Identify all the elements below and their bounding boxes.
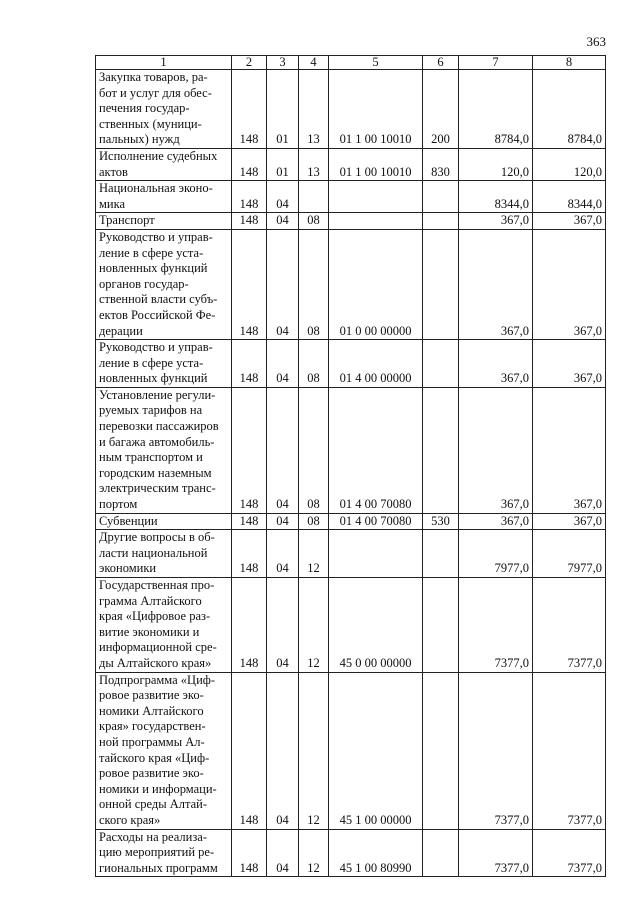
column-header-8: 8 [533, 56, 606, 70]
section-code-cell: 01 [267, 148, 299, 180]
item-name-line: ского края» [99, 812, 161, 827]
item-name-line: ление в сфере уста- [99, 245, 204, 260]
subsection-code-cell: 12 [299, 829, 329, 877]
table-row [96, 672, 606, 829]
item-name-line: гиональных программ [99, 860, 218, 875]
target-article-cell: 45 0 00 00000 [329, 578, 423, 673]
item-name-line: и багажа автомобиль- [99, 434, 215, 449]
item-name-cell [96, 829, 232, 877]
expense-type-cell: 530 [423, 513, 459, 530]
amount-cell: 8344,0 [533, 181, 606, 213]
target-article-cell: 45 1 00 80990 [329, 829, 423, 877]
table-row [96, 530, 606, 578]
expense-type-cell [423, 829, 459, 877]
section-code-cell: 04 [267, 578, 299, 673]
subsection-code-cell: 12 [299, 530, 329, 578]
amount-cell: 7977,0 [533, 530, 606, 578]
amount-cell: 367,0 [533, 513, 606, 530]
page-number: 363 [586, 34, 606, 49]
expense-type-cell: 830 [423, 148, 459, 180]
admin-code-cell: 148 [232, 148, 267, 180]
admin-code-cell: 148 [232, 181, 267, 213]
subsection-code-cell: 08 [299, 387, 329, 513]
expense-type-cell: 200 [423, 70, 459, 149]
admin-code-cell: 148 [232, 530, 267, 578]
expense-type-cell [423, 672, 459, 829]
table-row [96, 181, 606, 213]
item-name-line: электрическим транс- [99, 481, 216, 496]
table-row [96, 578, 606, 673]
item-name-line: руемых тарифов на [99, 403, 203, 418]
column-header-3: 3 [267, 56, 299, 70]
item-name-line: Расходы на реализа- [99, 829, 207, 844]
item-name-line: грамма Алтайского [99, 593, 202, 608]
amount-cell: 367,0 [459, 340, 533, 388]
amount-cell: 7377,0 [459, 672, 533, 829]
subsection-code-cell [299, 181, 329, 213]
target-article-cell: 01 1 00 10010 [329, 148, 423, 180]
column-header-2: 2 [232, 56, 267, 70]
target-article-cell: 01 1 00 10010 [329, 70, 423, 149]
table-row [96, 148, 606, 180]
expense-type-cell [423, 340, 459, 388]
amount-cell: 8784,0 [533, 70, 606, 149]
admin-code-cell: 148 [232, 578, 267, 673]
amount-cell: 7377,0 [533, 829, 606, 877]
item-name-line: Национальная эконо- [99, 181, 213, 196]
section-code-cell: 04 [267, 387, 299, 513]
item-name-line: ление в сфере уста- [99, 355, 204, 370]
target-article-cell: 01 4 00 00000 [329, 340, 423, 388]
item-name-line: ектов Российской Фе- [99, 307, 216, 322]
admin-code-cell: 148 [232, 513, 267, 530]
column-header-6: 6 [423, 56, 459, 70]
item-name-line: ды Алтайского края» [99, 655, 212, 670]
admin-code-cell: 148 [232, 70, 267, 149]
subsection-code-cell: 08 [299, 340, 329, 388]
amount-cell: 367,0 [533, 213, 606, 230]
target-article-cell: 01 4 00 70080 [329, 387, 423, 513]
item-name-line: портом [99, 497, 138, 512]
item-name-line: Закупка товаров, ра- [99, 70, 208, 84]
expense-type-cell [423, 213, 459, 230]
table-row [96, 513, 606, 530]
amount-cell: 7377,0 [459, 578, 533, 673]
item-name-cell [96, 213, 232, 230]
item-name-line: онной среды Алтай- [99, 797, 208, 812]
item-name-line: ственной власти субъ- [99, 292, 218, 307]
admin-code-cell: 148 [232, 829, 267, 877]
subsection-code-cell: 12 [299, 578, 329, 673]
item-name-line: Подпрограмма «Циф- [99, 672, 216, 687]
item-name-line: края «Цифровое раз- [99, 609, 211, 624]
item-name-line: ной программы Ал- [99, 734, 205, 749]
amount-cell: 367,0 [459, 513, 533, 530]
subsection-code-cell: 08 [299, 213, 329, 230]
target-article-cell: 01 0 00 00000 [329, 229, 423, 339]
expense-type-cell [423, 181, 459, 213]
section-code-cell: 04 [267, 530, 299, 578]
table-row [96, 213, 606, 230]
item-name-line: ласти национальной [99, 545, 208, 560]
item-name-line: Установление регули- [99, 387, 216, 402]
subsection-code-cell: 13 [299, 148, 329, 180]
item-name-line: витие экономики и [99, 624, 200, 639]
table-row [96, 340, 606, 388]
table-row [96, 387, 606, 513]
item-name-line: края» государствен- [99, 719, 206, 734]
item-name-line: новленных функций [99, 261, 208, 276]
target-article-cell: 01 4 00 70080 [329, 513, 423, 530]
subsection-code-cell: 08 [299, 229, 329, 339]
table-row [96, 229, 606, 339]
expense-type-cell [423, 530, 459, 578]
item-name-line: бот и услуг для обес- [99, 85, 212, 100]
item-name-line: перевозки пассажиров [99, 419, 219, 434]
target-article-cell [329, 181, 423, 213]
column-header-4: 4 [299, 56, 329, 70]
column-header-1: 1 [96, 56, 232, 70]
admin-code-cell: 148 [232, 672, 267, 829]
amount-cell: 367,0 [459, 387, 533, 513]
amount-cell: 367,0 [533, 387, 606, 513]
target-article-cell: 45 1 00 00000 [329, 672, 423, 829]
section-code-cell: 01 [267, 70, 299, 149]
admin-code-cell: 148 [232, 387, 267, 513]
item-name-line: Государственная про- [99, 578, 215, 592]
item-name-cell [96, 513, 232, 530]
section-code-cell: 04 [267, 229, 299, 339]
section-code-cell: 04 [267, 213, 299, 230]
item-name-line: новленных функций [99, 371, 208, 386]
section-code-cell: 04 [267, 340, 299, 388]
amount-cell: 367,0 [533, 340, 606, 388]
item-name-line: ным транспортом и [99, 450, 203, 465]
amount-cell: 8344,0 [459, 181, 533, 213]
amount-cell: 8784,0 [459, 70, 533, 149]
item-name-line: печения государ- [99, 101, 190, 116]
item-name-line: цию мероприятий ре- [99, 845, 215, 860]
item-name-line: мика [99, 196, 126, 211]
section-code-cell: 04 [267, 672, 299, 829]
budget-table [95, 55, 606, 877]
item-name-line: Субвенции [99, 513, 158, 528]
admin-code-cell: 148 [232, 213, 267, 230]
item-name-line: актов [99, 164, 128, 179]
table-row [96, 70, 606, 149]
amount-cell: 120,0 [459, 148, 533, 180]
item-name-cell [96, 387, 232, 513]
column-header-7: 7 [459, 56, 533, 70]
item-name-line: ровое развитие эко- [99, 766, 204, 781]
item-name-cell [96, 672, 232, 829]
item-name-line: информационной сре- [99, 640, 217, 655]
amount-cell: 7377,0 [533, 578, 606, 673]
target-article-cell [329, 530, 423, 578]
section-code-cell: 04 [267, 829, 299, 877]
admin-code-cell: 148 [232, 229, 267, 339]
section-code-cell: 04 [267, 513, 299, 530]
item-name-cell [96, 229, 232, 339]
item-name-line: Руководство и управ- [99, 229, 213, 244]
item-name-line: Другие вопросы в об- [99, 530, 215, 545]
header-row [96, 56, 606, 70]
column-header-5: 5 [329, 56, 423, 70]
section-code-cell: 04 [267, 181, 299, 213]
item-name-line: пальных) нужд [99, 132, 180, 147]
item-name-line: номики Алтайского [99, 703, 204, 718]
item-name-line: органов государ- [99, 276, 189, 291]
item-name-cell [96, 340, 232, 388]
item-name-line: Руководство и управ- [99, 340, 213, 355]
item-name-cell [96, 578, 232, 673]
item-name-cell [96, 148, 232, 180]
subsection-code-cell: 13 [299, 70, 329, 149]
amount-cell: 120,0 [533, 148, 606, 180]
table-body [96, 70, 606, 877]
item-name-cell [96, 530, 232, 578]
item-name-line: городским наземным [99, 465, 212, 480]
item-name-line: номики и информаци- [99, 781, 217, 796]
item-name-line: Исполнение судебных [99, 148, 218, 163]
item-name-line: тайского края «Циф- [99, 750, 210, 765]
amount-cell: 7377,0 [533, 672, 606, 829]
expense-type-cell [423, 387, 459, 513]
item-name-line: ственных (муници- [99, 116, 202, 131]
expense-type-cell [423, 578, 459, 673]
item-name-line: Транспорт [99, 213, 155, 228]
expense-type-cell [423, 229, 459, 339]
item-name-line: ровое развитие эко- [99, 688, 204, 703]
amount-cell: 367,0 [533, 229, 606, 339]
item-name-line: экономики [99, 561, 157, 576]
item-name-cell [96, 70, 232, 149]
subsection-code-cell: 08 [299, 513, 329, 530]
target-article-cell [329, 213, 423, 230]
subsection-code-cell: 12 [299, 672, 329, 829]
admin-code-cell: 148 [232, 340, 267, 388]
table-row [96, 829, 606, 877]
amount-cell: 367,0 [459, 229, 533, 339]
item-name-cell [96, 181, 232, 213]
item-name-line: дерации [99, 323, 143, 338]
amount-cell: 367,0 [459, 213, 533, 230]
amount-cell: 7977,0 [459, 530, 533, 578]
amount-cell: 7377,0 [459, 829, 533, 877]
